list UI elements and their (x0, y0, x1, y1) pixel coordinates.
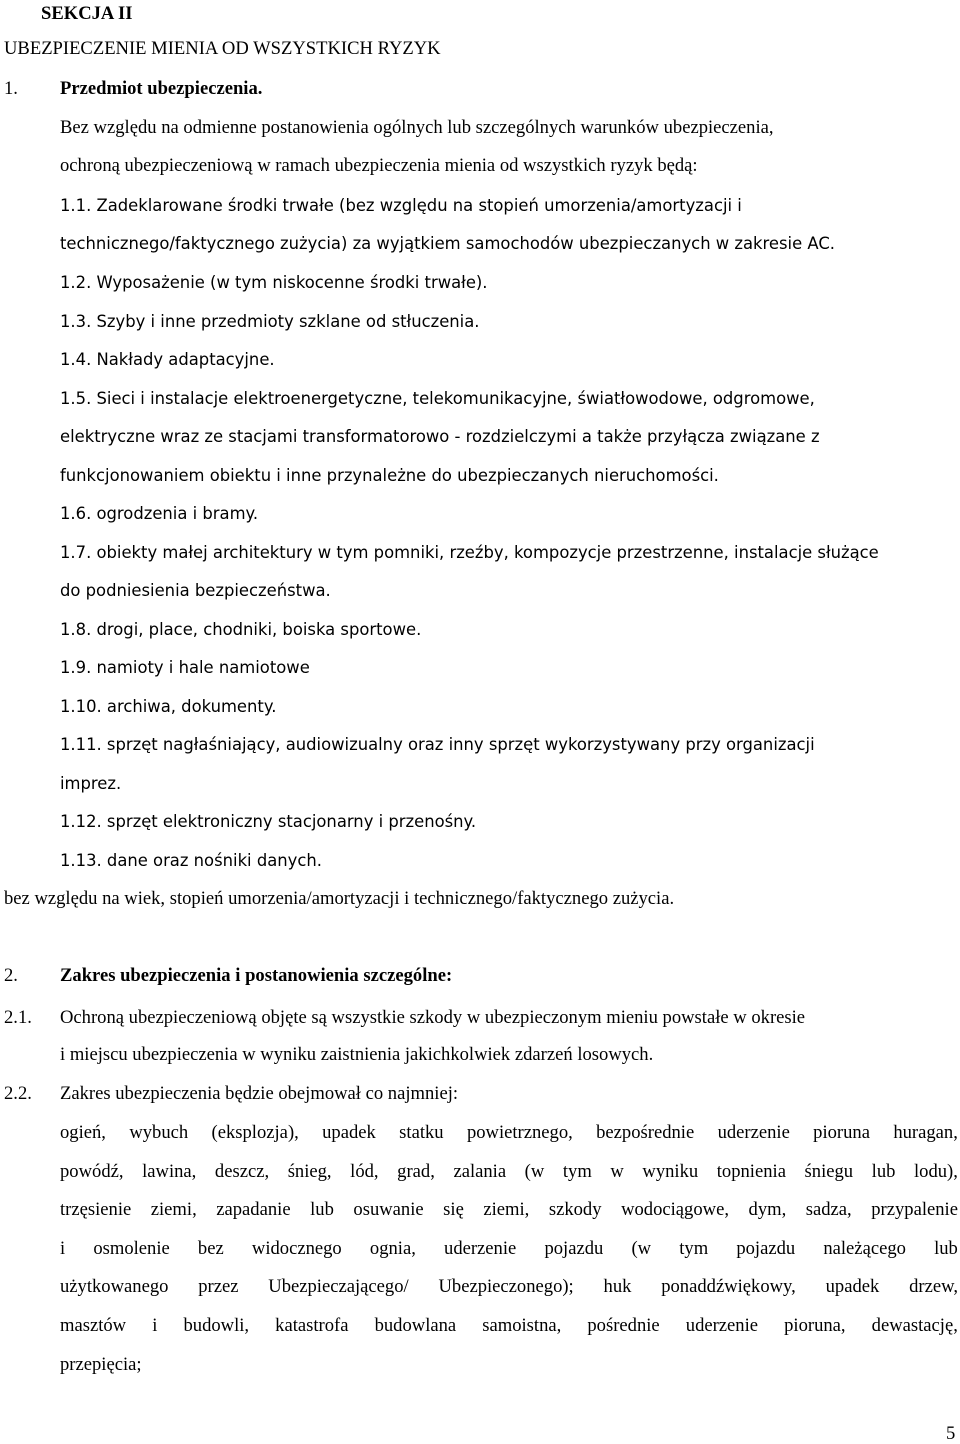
peril-word: ognia, (369, 1238, 416, 1259)
peril-word: drzew, (909, 1276, 958, 1297)
peril-word: powietrznego, (466, 1122, 573, 1143)
peril-line-4 (60, 1240, 958, 1259)
point-1-intro-line-2: ochroną ubezpieczeniową w ramach ubezpieczenia mienia od wszystkich ryzyk będą: (60, 155, 698, 176)
item-1-3: 1.3. Szyby i inne przedmioty szklane od stłuczenia. (60, 312, 480, 331)
peril-word: ziemi, (150, 1199, 197, 1220)
item-1-4: 1.4. Nakłady adaptacyjne. (60, 350, 275, 369)
peril-word: huragan, (893, 1122, 958, 1143)
peril-word: uderzenie (444, 1238, 517, 1259)
point-1-intro-line-1: Bez względu na odmienne postanowienia ogólnych lub szczególnych warunków ubezpieczenia, (60, 117, 774, 138)
peril-word: się (443, 1199, 464, 1220)
peril-word: deszcz, (214, 1161, 270, 1182)
peril-word: zapadanie (216, 1199, 291, 1220)
peril-word: Ubezpieczającego/ (268, 1276, 409, 1297)
point-2-number: 2. (4, 965, 18, 986)
point-2-2-number: 2.2. (4, 1083, 32, 1104)
peril-word: uderzenie (717, 1122, 790, 1143)
peril-word: bez (197, 1238, 224, 1259)
item-1-5-line-1: 1.5. Sieci i instalacje elektroenergetyczne, telekomunikacyjne, światłowodowe, odgromowe, (60, 389, 815, 408)
peril-word: upadek (825, 1276, 880, 1297)
peril-word: pojazdu (736, 1238, 796, 1259)
peril-word: osuwanie (353, 1199, 424, 1220)
peril-word: sadza, (805, 1199, 852, 1220)
peril-word: budowlana (374, 1315, 457, 1336)
item-1-10: 1.10. archiwa, dokumenty. (60, 697, 277, 716)
peril-word: ziemi, (483, 1199, 530, 1220)
peril-word: wybuch (129, 1122, 189, 1143)
item-1-11-line-2: imprez. (60, 774, 122, 793)
perils-last-line: przepięcia; (60, 1354, 142, 1375)
peril-word: pojazdu (544, 1238, 604, 1259)
peril-word: statku (399, 1122, 444, 1143)
peril-word: wodociągowe, (621, 1199, 729, 1220)
peril-word: osmolenie (93, 1238, 170, 1259)
section-title: UBEZPIECZENIE MIENIA OD WSZYSTKICH RYZYK (4, 38, 441, 59)
peril-word: powódź, (60, 1161, 124, 1182)
peril-word: lawina, (142, 1161, 197, 1182)
section-heading: SEKCJA II (41, 3, 133, 24)
peril-word: użytkowanego (60, 1276, 169, 1297)
peril-word: bezpośrednie (596, 1122, 695, 1143)
point-2-2-line-1: Zakres ubezpieczenia będzie obejmował co najmniej: (60, 1083, 459, 1104)
peril-word: śnieg, (287, 1161, 332, 1182)
peril-word: pośrednie (587, 1315, 660, 1336)
peril-word: lub (934, 1238, 958, 1259)
point-2-1-number: 2.1. (4, 1007, 32, 1028)
peril-word: dym, (748, 1199, 787, 1220)
peril-word: uderzenie (685, 1315, 759, 1336)
point-1-title: Przedmiot ubezpieczenia. (60, 78, 263, 99)
peril-word: śniegu (804, 1161, 854, 1182)
item-1-13: 1.13. dane oraz nośniki danych. (60, 851, 322, 870)
peril-word: szkody (548, 1199, 602, 1220)
peril-word: topnienia (716, 1161, 786, 1182)
point-2-1-line-1: Ochroną ubezpieczeniową objęte są wszystkie szkody w ubezpieczonym mieniu powstałe w okresie (60, 1007, 806, 1028)
peril-word: pioruna (813, 1122, 870, 1143)
peril-word: tym (679, 1238, 709, 1259)
point-1-closing: bez względu na wiek, stopień umorzenia/amortyzacji i technicznego/faktycznego zużycia. (4, 888, 675, 909)
peril-word: grad, (397, 1161, 435, 1182)
peril-word: (w (631, 1238, 652, 1259)
point-2-title: Zakres ubezpieczenia i postanowienia szczególne: (60, 965, 453, 986)
item-1-6: 1.6. ogrodzenia i bramy. (60, 504, 259, 523)
peril-word: lub (310, 1199, 334, 1220)
peril-word: dewastację, (871, 1315, 958, 1336)
peril-word: huk (603, 1276, 632, 1297)
peril-line-2 (60, 1163, 958, 1182)
peril-word: w (610, 1161, 624, 1182)
peril-line-6 (60, 1317, 958, 1336)
point-2-1-line-2: i miejscu ubezpieczenia w wyniku zaistnienia jakichkolwiek zdarzeń losowych. (60, 1044, 654, 1065)
peril-word: i (60, 1238, 66, 1259)
peril-line-1 (60, 1124, 958, 1143)
peril-word: i (152, 1315, 158, 1336)
item-1-5-line-3: funkcjonowaniem obiektu i inne przynależne do ubezpieczanych nieruchomości. (60, 466, 719, 485)
peril-word: masztów (60, 1315, 127, 1336)
peril-word: tym (562, 1161, 592, 1182)
item-1-2: 1.2. Wyposażenie (w tym niskocenne środki trwałe). (60, 273, 488, 292)
peril-word: zalania (453, 1161, 507, 1182)
peril-word: przez (198, 1276, 239, 1297)
peril-word: należącego (823, 1238, 906, 1259)
item-1-7-line-1: 1.7. obiekty małej architektury w tym pomniki, rzeźby, kompozycje przestrzenne, instalacje służące (60, 543, 879, 562)
item-1-1-line-1: 1.1. Zadeklarowane środki trwałe (bez względu na stopień umorzenia/amortyzacji i (60, 196, 742, 215)
peril-word: ogień, (60, 1122, 106, 1143)
peril-word: trzęsienie (60, 1199, 132, 1220)
peril-word: lód, (350, 1161, 379, 1182)
peril-word: budowli, (183, 1315, 250, 1336)
peril-word: (eksplozja), (211, 1122, 299, 1143)
point-1-number: 1. (4, 78, 18, 99)
item-1-5-line-2: elektryczne wraz ze stacjami transformatorowo - rozdzielczymi a także przyłącza związane z (60, 427, 820, 446)
peril-word: wyniku (642, 1161, 699, 1182)
item-1-11-line-1: 1.11. sprzęt nagłaśniający, audiowizualny oraz inny sprzęt wykorzystywany przy organizacji (60, 735, 815, 754)
peril-word: samoistna, (482, 1315, 562, 1336)
page-number: 5 (946, 1423, 956, 1444)
peril-line-3 (60, 1201, 958, 1220)
peril-word: widocznego (251, 1238, 342, 1259)
peril-word: Ubezpieczonego); (438, 1276, 574, 1297)
peril-word: (w (524, 1161, 545, 1182)
peril-line-5 (60, 1278, 958, 1297)
item-1-7-line-2: do podniesienia bezpieczeństwa. (60, 581, 331, 600)
peril-word: upadek (322, 1122, 376, 1143)
item-1-8: 1.8. drogi, place, chodniki, boiska sportowe. (60, 620, 422, 639)
item-1-1-line-2: technicznego/faktycznego zużycia) za wyjątkiem samochodów ubezpieczanych w zakresie AC. (60, 234, 835, 253)
peril-word: katastrofa (275, 1315, 349, 1336)
item-1-9: 1.9. namioty i hale namiotowe (60, 658, 310, 677)
peril-word: lub (871, 1161, 896, 1182)
peril-word: ponaddźwiękowy, (661, 1276, 796, 1297)
peril-word: pioruna, (784, 1315, 846, 1336)
item-1-12: 1.12. sprzęt elektroniczny stacjonarny i przenośny. (60, 812, 477, 831)
peril-word: przypalenie (871, 1199, 958, 1220)
peril-word: lodu), (914, 1161, 958, 1182)
